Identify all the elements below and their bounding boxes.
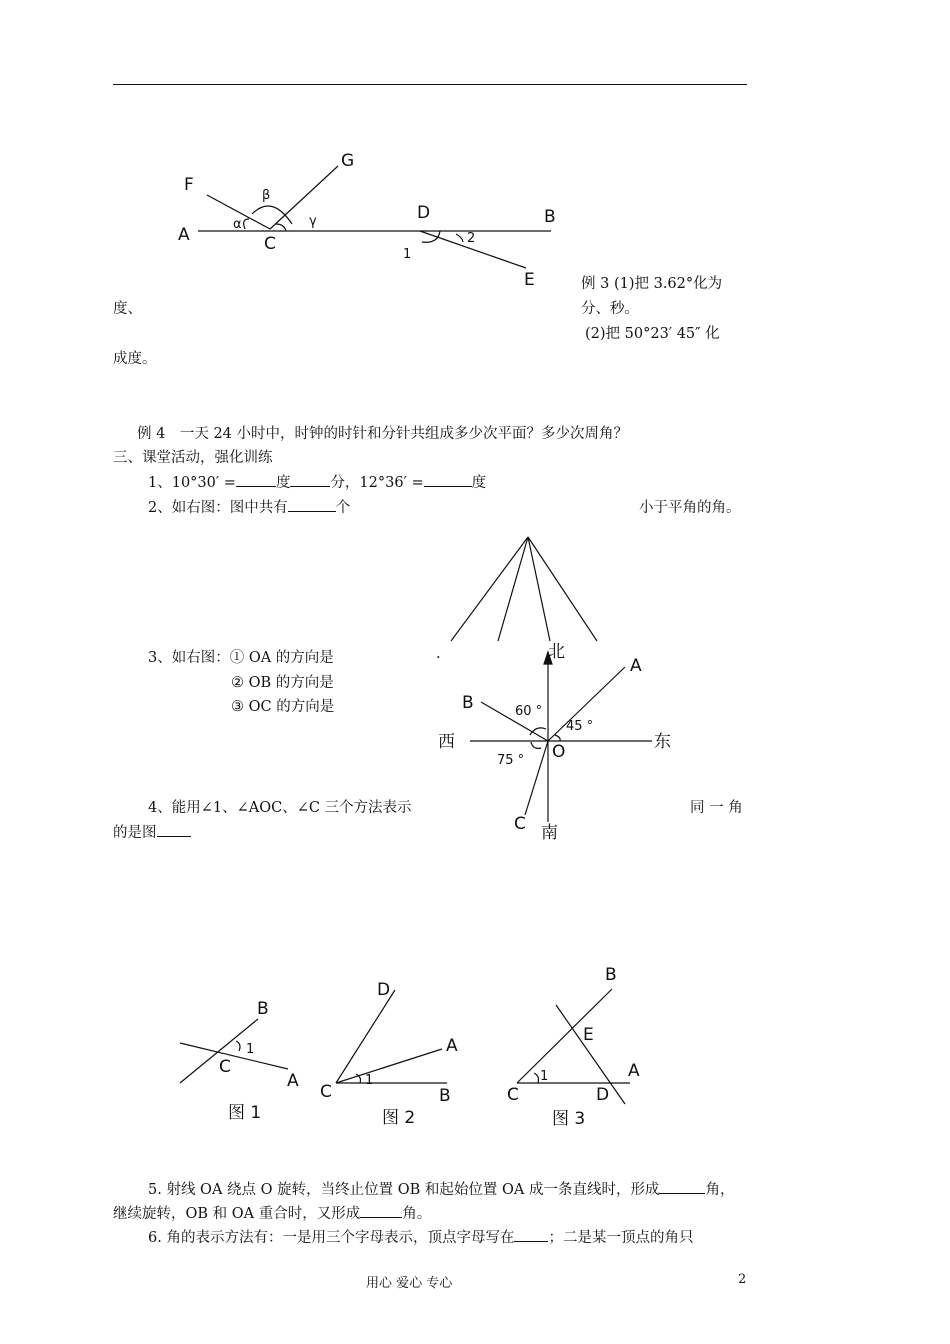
fig2-label-c: C — [320, 1082, 332, 1102]
figure-top — [198, 166, 551, 268]
figure-fan — [451, 537, 597, 641]
fig1-label-c: C — [219, 1057, 231, 1077]
fig3-label-c: C — [507, 1085, 519, 1105]
compass-label-a: A — [630, 656, 642, 676]
fig3-label-e: E — [583, 1025, 594, 1045]
question-3-c: ③ OC 的方向是 — [231, 699, 335, 715]
compass-angle-45: 45 ° — [566, 719, 594, 734]
label-b: B — [544, 207, 556, 227]
label-f: F — [184, 175, 194, 195]
fig1-label-b: B — [257, 999, 269, 1019]
label-gamma: γ — [309, 214, 317, 229]
question-1: 1、10°30′ = 度 分，12°36′ = 度 — [148, 471, 486, 492]
ex3-line3: (2)把 50°23′ 45″ 化 — [585, 326, 720, 342]
figure-2 — [336, 990, 447, 1083]
fig2-angle-1: 1 — [365, 1073, 374, 1088]
fig3-label-b: B — [605, 965, 617, 985]
blank-1a[interactable] — [236, 472, 276, 487]
question-3-a: 3、如右图：① OA 的方向是 — [148, 650, 334, 666]
label-beta: β — [262, 188, 271, 203]
ex4-text: 例 4 一天 24 小时中，时钟的时针和分针共组成多少次平面？多少次周角？ — [137, 426, 629, 442]
label-angle-2: 2 — [467, 231, 476, 246]
question-2-end: 小于平角的角。 — [639, 500, 741, 516]
label-alpha: α — [233, 217, 242, 232]
compass-angle-60: 60 ° — [515, 704, 543, 719]
question-4-b: 同 一 角 — [690, 800, 743, 816]
compass-label-c: C — [514, 814, 526, 834]
label-angle-1: 1 — [403, 247, 412, 262]
label-d: D — [417, 203, 431, 223]
blank-1c[interactable] — [424, 472, 472, 487]
footer-text: 用心 爱心 专心 — [366, 1276, 453, 1291]
compass-west: 西 — [438, 732, 455, 752]
compass-label-o: O — [552, 742, 566, 762]
blank-2[interactable] — [288, 497, 336, 512]
question-6: 6. 角的表示方法有：一是用三个字母表示，顶点字母写在 ；二是某一顶点的角只 — [148, 1226, 693, 1247]
ex3-line1: 例 3 (1)把 3.62°化为 — [581, 276, 723, 292]
page-number: 2 — [738, 1272, 747, 1287]
label-e: E — [524, 270, 535, 290]
question-4-a: 4、能用∠1、∠AOC、∠C 三个方法表示 — [148, 800, 412, 816]
figure-compass — [470, 652, 652, 822]
figure-1 — [180, 1019, 288, 1083]
label-a: A — [178, 225, 190, 245]
fig3-angle-1: 1 — [540, 1069, 549, 1084]
blank-1b[interactable] — [290, 472, 330, 487]
question-4-c: 的是图 — [113, 821, 191, 842]
fig2-label-b: B — [439, 1086, 451, 1106]
compass-south: 南 — [541, 823, 558, 843]
question-5-line2: 继续旋转，OB 和 OA 重合时，又形成 角。 — [113, 1202, 431, 1223]
blank-5a[interactable] — [659, 1179, 705, 1194]
question-5-line1: 5. 射线 OA 绕点 O 旋转，当终止位置 OB 和起始位置 OA 成一条直线时，形成 角， — [148, 1178, 734, 1199]
blank-6[interactable] — [514, 1227, 548, 1242]
question-3-dot: . — [436, 646, 441, 662]
compass-north: 北 — [548, 642, 565, 662]
blank-4[interactable] — [157, 822, 191, 837]
ex3-line4: 成度。 — [113, 351, 157, 367]
ex3-line2: 分、秒。 — [581, 301, 639, 317]
question-3-b: ② OB 的方向是 — [231, 675, 334, 691]
fig2-caption: 图 2 — [382, 1108, 416, 1128]
label-c: C — [264, 234, 276, 254]
blank-5b[interactable] — [360, 1203, 402, 1218]
fig3-caption: 图 3 — [552, 1109, 586, 1129]
fig2-label-d: D — [377, 980, 391, 1000]
ex3-line1b: 度、 — [113, 301, 142, 317]
compass-label-b: B — [462, 693, 474, 713]
fig2-label-a: A — [446, 1036, 458, 1056]
figure-3 — [517, 989, 630, 1104]
fig1-label-a: A — [287, 1071, 299, 1091]
fig1-caption: 图 1 — [228, 1103, 262, 1123]
fig1-angle-1: 1 — [246, 1042, 255, 1057]
compass-angle-75: 75 ° — [497, 753, 525, 768]
question-2: 2、如右图：图中共有 个 — [148, 496, 350, 517]
compass-east: 东 — [654, 732, 671, 752]
section-3-heading: 三、课堂活动，强化训练 — [113, 450, 273, 466]
fig3-label-a: A — [628, 1061, 640, 1081]
label-g: G — [341, 151, 355, 171]
fig3-label-d: D — [596, 1085, 610, 1105]
